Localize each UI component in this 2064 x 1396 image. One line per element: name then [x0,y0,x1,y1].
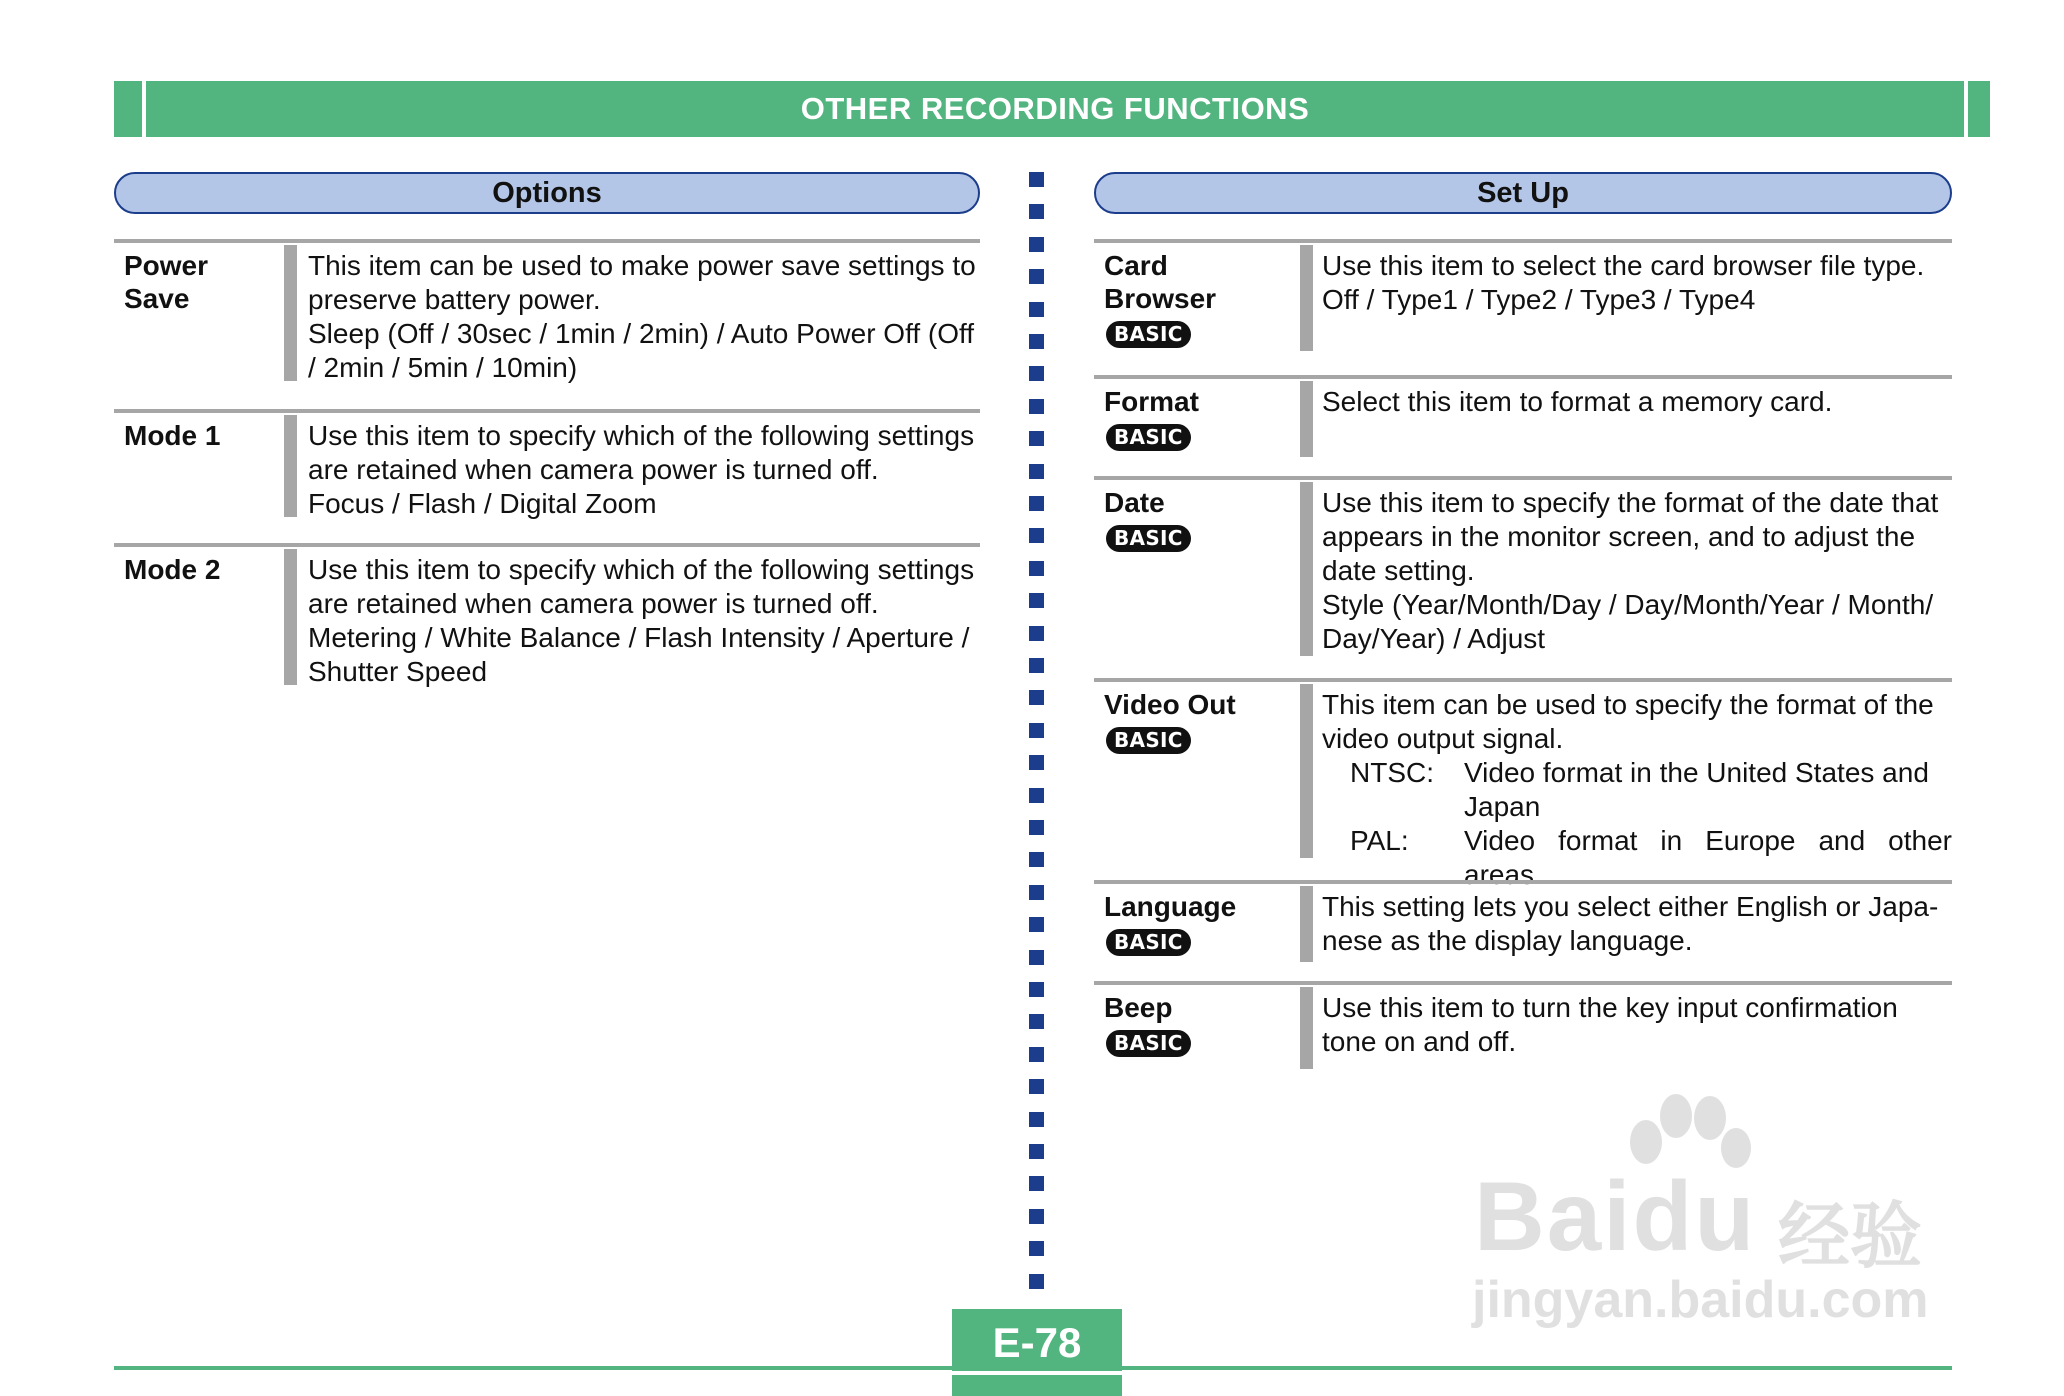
option-row-mode-1 [114,409,980,543]
setup-label-line: Beep [1104,992,1173,1023]
setup-description [1322,991,1952,1059]
option-label [124,249,208,315]
desc-line: tone on and off. [1322,1026,1517,1057]
divider-dot [1029,464,1044,479]
basic-badge: BASIC [1106,424,1191,451]
ntsc-entry [1350,756,1952,824]
option-description [308,553,980,689]
desc-line: This item can be used to make power save settings to [308,250,976,281]
divider-dot [1029,1014,1044,1029]
watermark-brand: Baidu [1474,1161,1757,1271]
divider-dot [1029,690,1044,705]
option-label: Mode 1 [124,420,221,451]
divider-dot [1029,172,1044,187]
desc-line: Shutter Speed [308,656,488,687]
page-number: E-78 [992,1319,1082,1366]
divider-dot [1029,788,1044,803]
setup-label [1104,991,1191,1057]
divider-dot [1029,852,1044,867]
divider-dot [1029,950,1044,965]
desc-line: Use this item to specify which of the following settings [308,554,975,585]
basic-badge: BASIC [1106,929,1191,956]
setup-row-beep [1094,981,1952,1071]
option-label: Mode 2 [124,554,221,585]
divider-dot [1029,1209,1044,1224]
divider-dot [1029,723,1044,738]
desc-line: Off / Type1 / Type2 / Type3 / Type4 [1322,284,1756,315]
desc-line: Style (Year/Month/Day / Day/Month/Year / Month/ [1322,589,1934,620]
divider-dot [1029,431,1044,446]
setup-description [1322,890,1952,958]
basic-badge: BASIC [1106,525,1191,552]
desc-line: Japan [1464,791,1541,822]
divider-dot [1029,755,1044,770]
desc-line: Use this item to specify the format of the date that [1322,487,1939,518]
desc-line: This setting lets you select either English or Japa- [1322,891,1939,922]
desc-line: preserve battery power. [308,284,601,315]
basic-badge: BASIC [1106,1030,1191,1057]
divider-dot [1029,1112,1044,1127]
divider-dot [1029,820,1044,835]
divider-dot [1029,982,1044,997]
desc-line: This item can be used to specify the format of the [1322,689,1934,720]
divider-dot [1029,626,1044,641]
row-divider-bar [1300,482,1313,656]
divider-dot [1029,237,1044,252]
divider-dot [1029,204,1044,219]
desc-line: are retained when camera power is turned off. [308,454,879,485]
setup-row-format [1094,375,1952,476]
page-number-box [952,1309,1122,1396]
divider-dot [1029,496,1044,511]
setup-label-line: Format [1104,386,1199,417]
ntsc-label: NTSC: [1350,757,1434,788]
row-divider-bar [1300,381,1313,457]
setup-column [1094,239,1952,1071]
setup-label [1104,486,1191,552]
basic-badge: BASIC [1106,321,1191,348]
option-description [308,249,980,385]
pal-label: PAL: [1350,825,1409,856]
setup-label-line: Video Out [1104,689,1236,720]
setup-label [1104,385,1199,451]
setup-row-video-out [1094,678,1952,890]
divider-dot [1029,366,1044,381]
option-description [308,419,980,521]
ntsc-desc [1464,756,1952,824]
setup-row-language [1094,880,1952,981]
desc-line: nese as the display language. [1322,925,1693,956]
divider-dot [1029,528,1044,543]
row-divider-bar [1300,684,1313,858]
setup-description: Select this item to format a memory card. [1322,386,1833,417]
watermark-brand-cn: 经验 [1778,1197,1923,1277]
page-number-split [952,1371,1122,1375]
watermark [1468,1090,1968,1329]
row-divider-bar [284,245,297,381]
setup-description [1322,249,1952,317]
pal-desc: Video format in Europe and other areas [1464,825,1952,890]
desc-line: Metering / White Balance / Flash Intensity / Aperture / [308,622,970,653]
divider-dot [1029,561,1044,576]
setup-description [1322,486,1952,656]
row-divider-bar [284,415,297,517]
setup-label [1104,249,1216,348]
divider-dot [1029,593,1044,608]
header-bar [114,81,1990,137]
desc-line: appears in the monitor screen, and to adjust the [1322,521,1916,552]
options-section-title: Options [114,172,980,214]
setup-description [1322,688,1952,892]
desc-line: / 2min / 5min / 10min) [308,352,578,383]
setup-label-line: Language [1104,891,1237,922]
setup-row-date [1094,476,1952,678]
divider-dot [1029,1079,1044,1094]
divider-dot [1029,1274,1044,1289]
desc-line: Video format in the United States and [1464,757,1929,788]
options-column [114,239,980,693]
basic-badge: BASIC [1106,727,1191,754]
setup-label-line: Date [1104,487,1165,518]
setup-label [1104,688,1236,754]
page-title: OTHER RECORDING FUNCTIONS [142,81,1968,137]
desc-line: are retained when camera power is turned off. [308,588,879,619]
option-row-power-save [114,239,980,409]
setup-section-title: Set Up [1094,172,1952,214]
setup-label-line: Browser [1104,283,1217,314]
option-label-line: Power [124,250,209,281]
option-label-line: Save [124,283,190,314]
desc-line: Sleep (Off / 30sec / 1min / 2min) / Auto Power Off (Off [308,318,975,349]
divider-dot [1029,302,1044,317]
desc-line: Focus / Flash / Digital Zoom [308,488,657,519]
divider-dot [1029,334,1044,349]
desc-line: Use this item to select the card browser file type. [1322,250,1925,281]
divider-dot [1029,658,1044,673]
desc-line: date setting. [1322,555,1475,586]
row-divider-bar [284,549,297,685]
desc-line: Day/Year) / Adjust [1322,623,1546,654]
setup-label-line: Card [1104,250,1168,281]
desc-line: Use this item to turn the key input confirmation [1322,992,1898,1023]
option-row-mode-2 [114,543,980,693]
desc-line: video output signal. [1322,723,1564,754]
divider-dot [1029,885,1044,900]
divider-dot [1029,399,1044,414]
divider-dot [1029,1176,1044,1191]
divider-dot [1029,1144,1044,1159]
row-divider-bar [1300,886,1313,962]
row-divider-bar [1300,245,1313,351]
divider-dot [1029,1241,1044,1256]
setup-label [1104,890,1236,956]
desc-line: Use this item to specify which of the following settings [308,420,975,451]
divider-dot [1029,269,1044,284]
divider-dot [1029,1047,1044,1062]
row-divider-bar [1300,987,1313,1069]
divider-dot [1029,917,1044,932]
setup-row-card-browser [1094,239,1952,375]
watermark-url: jingyan.baidu.com [1472,1271,1929,1329]
